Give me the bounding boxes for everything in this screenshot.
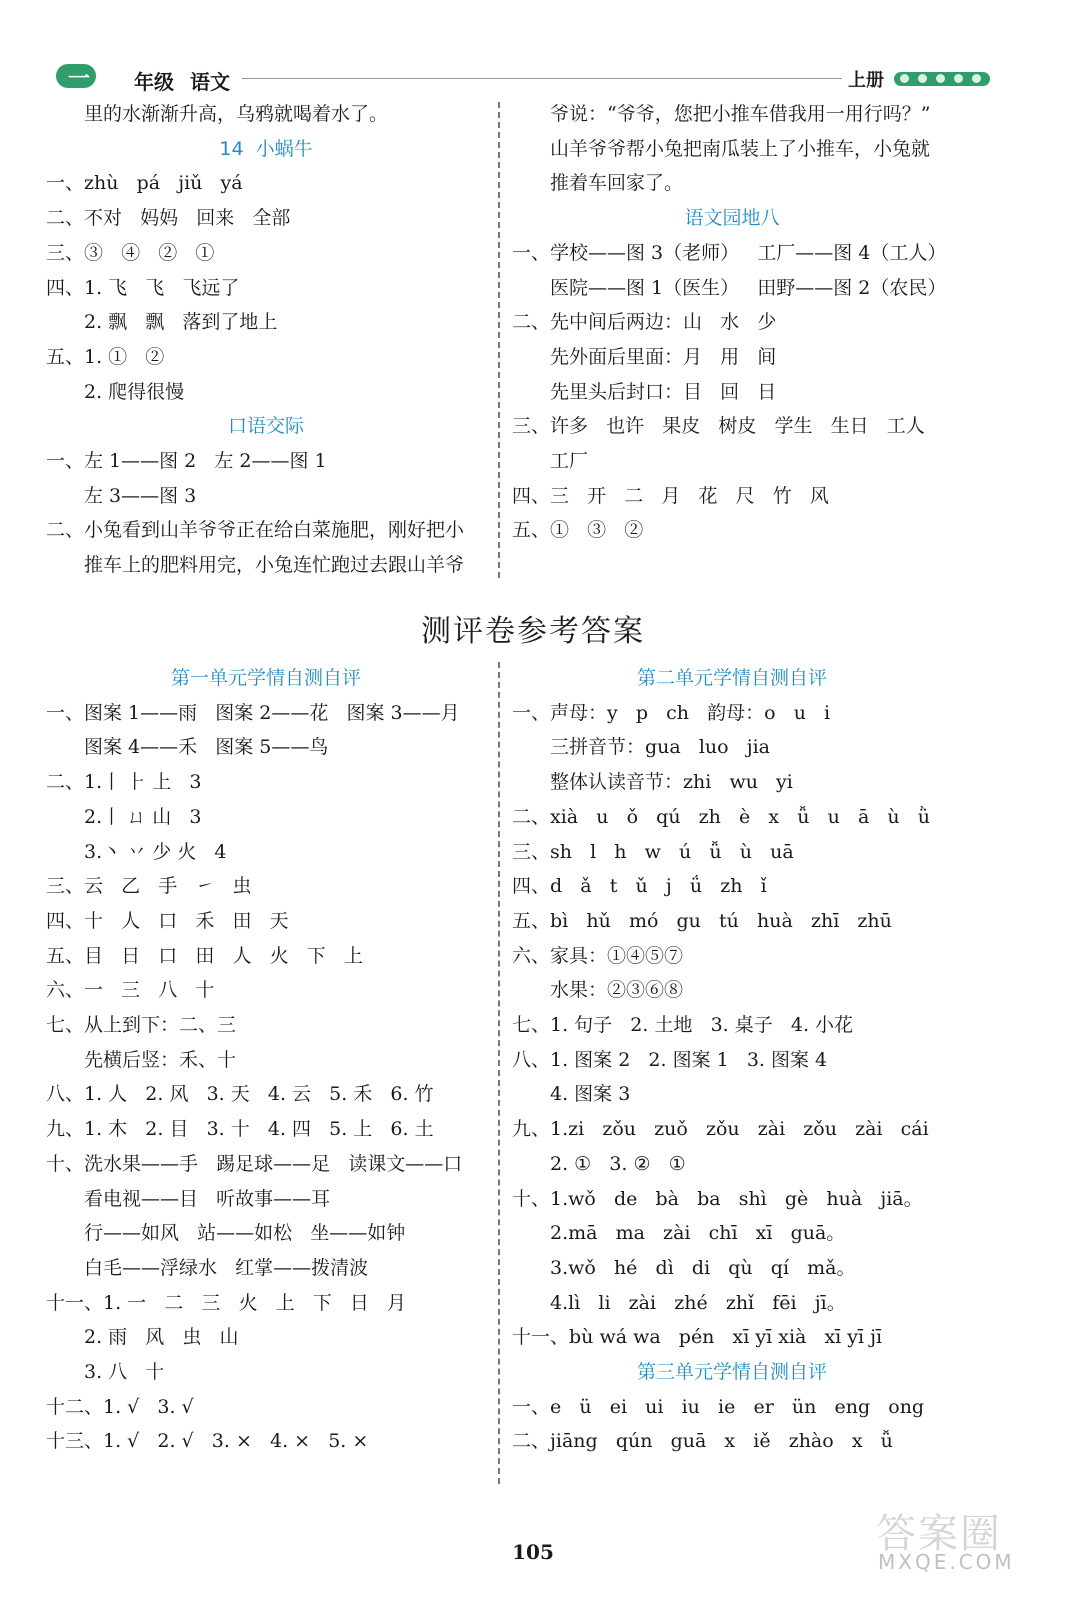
answer-line: 一、e ü ei ui iu ie er ün eng ong <box>512 1395 925 1418</box>
watermark-url: MXQE.COM <box>878 1550 1015 1574</box>
answer-line: 3. 八 十 <box>84 1361 165 1383</box>
answer-line: 十一、bù wá wa pén xī yī xià xī yī jī <box>512 1326 883 1349</box>
answer-line: 二、不对 妈妈 回来 全部 <box>46 207 291 230</box>
answer-line: 七、1. 句子 2. 土地 3. 桌子 4. 小花 <box>512 1014 854 1036</box>
answer-line: 先横后竖：禾、十 <box>84 1048 237 1071</box>
answer-line: 看电视——目 听故事——耳 <box>84 1187 331 1210</box>
answer-line: 行——如风 站——如松 坐——如钟 <box>84 1222 406 1245</box>
section-heading: 第二单元学情自测自评 <box>636 667 827 689</box>
upper-left-column <box>46 102 486 582</box>
answer-line: 四、十 人 口 禾 田 天 <box>46 909 289 932</box>
section-heading: 语文园地八 <box>684 207 780 230</box>
answer-line: 八、1. 人 2. 风 3. 天 4. 云 5. 禾 6. 竹 <box>46 1083 434 1106</box>
section-title: 测评卷参考答案 <box>421 614 645 649</box>
grade-number: 一 <box>68 67 91 92</box>
answer-line: 十三、1. √ 2. √ 3. × 4. × 5. × <box>46 1430 369 1453</box>
answer-line: 3.丶 丷 少 火 4 <box>84 840 227 863</box>
answer-line: 七、从上到下：二、三 <box>46 1014 237 1036</box>
answer-line: 爷说：“爷爷，您把小推车借我用一用行吗？” <box>550 103 931 125</box>
answer-line: 六、一 三 八 十 <box>46 979 215 1002</box>
answer-line: 十二、1. √ 3. √ <box>46 1395 194 1418</box>
volume-label: 上册 <box>848 70 884 91</box>
answer-line: 整体认读音节：zhi wu yi <box>550 771 793 794</box>
answer-line: 推车上的肥料用完，小兔连忙跑过去跟山羊爷 <box>84 554 465 577</box>
answer-line: 四、d ǎ t ǔ j ǘ zh ǐ <box>512 875 767 898</box>
section-heading: 第三单元学情自测自评 <box>636 1361 827 1383</box>
section-heading: 口语交际 <box>227 415 304 438</box>
grade-label: 年级 <box>134 70 174 94</box>
answer-line: 推着车回家了。 <box>550 172 684 195</box>
answer-line: 4. 图案 3 <box>550 1083 631 1106</box>
answer-line: 五、1. ① ② <box>46 345 165 368</box>
answer-line: 十、1.wǒ de bà ba shì gè huà jiā。 <box>512 1187 923 1210</box>
answer-line: 二、小兔看到山羊爷爷正在给白菜施肥，刚好把小 <box>46 519 465 542</box>
answer-line: 五、① ③ ② <box>512 519 644 542</box>
answer-line: 先里头后封口：目 回 日 <box>550 380 777 403</box>
answer-line: 先外面后里面：月 用 间 <box>550 345 777 368</box>
answer-line: 2. 飘 飘 落到了地上 <box>84 311 278 334</box>
watermark <box>868 1502 1018 1572</box>
answer-line: 九、1.zi zǒu zuǒ zǒu zài zǒu zài cái <box>512 1118 929 1141</box>
watermark-main: 答案圈 <box>876 1511 1002 1557</box>
answer-line: 一、左 1——图 2 左 2——图 1 <box>46 450 327 472</box>
page-header <box>42 60 1032 100</box>
lower-column-divider <box>498 662 500 1484</box>
answer-line: 医院——图 1（医生） 田野——图 2（农民） <box>550 276 947 299</box>
answer-line: 五、bì hǔ mó gu tú huà zhī zhū <box>512 909 892 932</box>
section-heading: 第一单元学情自测自评 <box>170 667 361 689</box>
answer-line: 十、洗水果——手 踢足球——足 读课文——口 <box>46 1152 463 1175</box>
answer-line: 山羊爷爷帮小兔把南瓜装上了小推车，小兔就 <box>550 137 931 160</box>
series-logo-icon <box>894 72 990 86</box>
answer-line: 4.lì li zài zhé zhǐ fēi jī。 <box>550 1291 846 1314</box>
answer-line: 十一、1. 一 二 三 火 上 下 日 月 <box>46 1291 406 1314</box>
answer-line: 二、1.丨 ⺊ 上 3 <box>46 771 202 794</box>
answer-line: 左 3——图 3 <box>84 484 197 507</box>
answer-line: 2.mā ma zài chī xī guā。 <box>550 1222 846 1245</box>
section-heading: 14 小蜗牛 <box>219 137 313 160</box>
answer-line: 三拼音节：gua luo jia <box>550 736 771 759</box>
answer-line: 白毛——浮绿水 红掌——拨清波 <box>84 1256 369 1279</box>
answer-line: 五、目 日 口 田 人 火 下 上 <box>46 944 363 967</box>
answer-line: 2. 雨 风 虫 山 <box>84 1326 239 1349</box>
answer-line: 一、学校——图 3（老师） 工厂——图 4（工人） <box>512 241 947 264</box>
answer-line: 三、③ ④ ② ① <box>46 241 215 264</box>
answer-line: 六、家具：①④⑤⑦ <box>512 944 684 967</box>
subject-label: 语文 <box>190 70 230 94</box>
upper-column-divider <box>498 102 500 578</box>
answer-line: 一、图案 1——雨 图案 2——花 图案 3——月 <box>46 701 460 724</box>
page-number: 105 <box>512 1540 554 1564</box>
answer-line: 三、云 乙 手 ㇀ 虫 <box>46 875 252 898</box>
lower-right-column <box>512 666 1032 1486</box>
answer-line: 图案 4——禾 图案 5——鸟 <box>84 736 329 759</box>
answer-line: 四、1. 飞 飞 飞远了 <box>46 276 240 299</box>
answer-line: 一、zhù pá jiǔ yá <box>46 172 243 195</box>
answer-line: 二、xià u ǒ qú zh è x ǚ u ā ù ǜ <box>512 805 930 828</box>
header-rule <box>242 78 842 79</box>
answer-line: 里的水渐渐升高，乌鸦就喝着水了。 <box>84 103 389 125</box>
answer-line: 三、许多 也许 果皮 树皮 学生 生日 工人 <box>512 415 925 438</box>
lower-left-column <box>46 666 486 1486</box>
answer-line: 2. ① 3. ② ① <box>550 1152 686 1175</box>
answer-line: 三、sh l h w ú ǚ ù uā <box>512 840 794 863</box>
answer-line: 一、声母：y p ch 韵母：o u i <box>512 701 831 724</box>
answer-line: 2. 爬得很慢 <box>84 380 185 403</box>
answer-line: 四、三 开 二 月 花 尺 竹 风 <box>512 484 829 507</box>
answer-line: 工厂 <box>550 450 589 472</box>
answer-line: 二、先中间后两边：山 水 少 <box>512 311 777 334</box>
answer-line: 2.丨 ㄩ 山 3 <box>84 805 202 828</box>
answer-line: 八、1. 图案 2 2. 图案 1 3. 图案 4 <box>512 1048 828 1071</box>
answer-line: 二、jiāng qún guā x iě zhào x ǚ <box>512 1430 893 1453</box>
answer-line: 水果：②③⑥⑧ <box>550 979 684 1002</box>
upper-right-column <box>512 102 1032 582</box>
answer-line: 九、1. 木 2. 目 3. 十 4. 四 5. 上 6. 土 <box>46 1118 434 1141</box>
answer-line: 3.wǒ hé dì di qù qí mǎ。 <box>550 1256 856 1279</box>
